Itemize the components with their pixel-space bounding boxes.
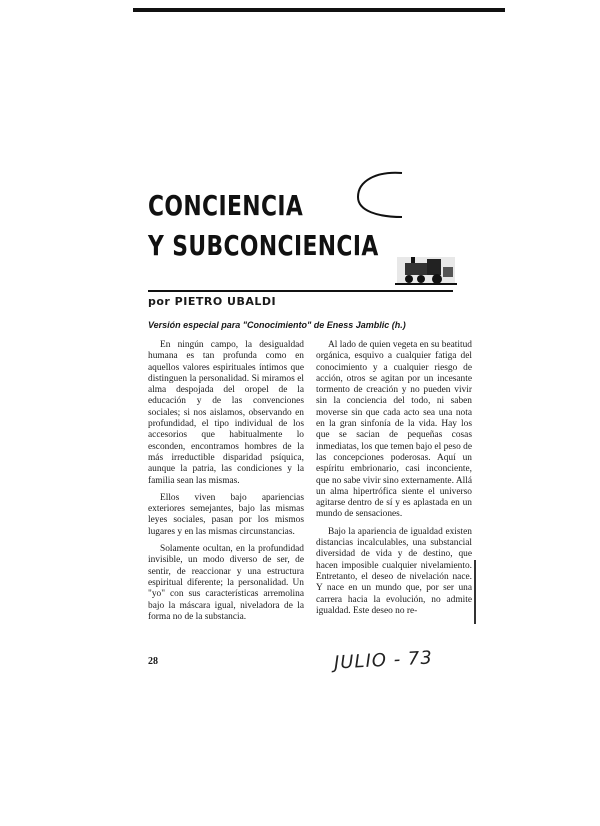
top-rule (133, 8, 505, 12)
handwritten-date-note: JULIO - 73 (333, 647, 434, 674)
margin-annotation-line (474, 560, 476, 624)
translation-credit: Versión especial para "Conocimiento" de Eness Jamblic (h.) (148, 320, 406, 330)
author-line: por PIETRO UBALDI (148, 295, 277, 308)
paragraph: Solamente ocultan, en la profundidad invisible, un modo diverso de ser, de sentir, de reaccionar y una estructura espiritual diferente; la personalidad. Un "yo" con sus características arremolina bajo la máscara igual, niveladora de la forma no de la substancia. (148, 544, 304, 622)
paragraph: Ellos viven bajo apariencias exteriores semejantes, bajo las mismas leyes sociales, pasan por los mismos lugares y en las mismas circunstancias. (148, 492, 304, 537)
title-line-1: CONCIENCIA (148, 189, 304, 222)
title-line-2: Y SUBCONCIENCIA (148, 229, 379, 262)
left-column (148, 340, 304, 629)
byline-rule (148, 290, 453, 292)
decorative-curve-icon (350, 167, 410, 227)
paragraph: Bajo la apariencia de igualdad existen distancias incalculables, una substancial diversidad de vida y de destino, que hacen imposible cualquier nivelamiento. Entretanto, el deseo de nivelación nace. Y nace en un mundo que, por ser una carrera hacia la evolución, no admite igualdad. Este deseo no re- (316, 526, 472, 616)
locomotive-engraving-icon (395, 253, 457, 289)
article-title (148, 186, 379, 266)
paragraph: En ningún campo, la desigualdad humana es tan profunda como en aquellos valores espirituales íntimos que distinguen la personalidad. Si miramos el alma despojada del oropel de la educación y de las convenciones sociales; si nos aislamos, observando en profundidad, el tipo individual de los accesorios que habitualmente lo esconden, encontramos hombres de la más irreductible disparidad psíquica, aunque la patria, las condiciones y la familia sean las mismas. (148, 340, 304, 486)
right-column (316, 340, 472, 623)
page-number: 28 (148, 656, 158, 667)
paragraph: Al lado de quien vegeta en su beatitud orgánica, esquivo a cualquier fatiga del conocimiento y a cualquier riesgo de acción, otros se agitan por un incesante tormento de creación y no pueden vivir sin la conciencia del todo, ni saben moverse sin que cada acto sea una nota en la gran sinfonía de la vida. Hay los que se sacian de pequeñas cosas inmediatas, los que temen bajo el peso de las concepciones poderosas. Aquí un espíritu embrionario, casi inconciente, que no sabe vivir sino externamente. Allá un alma hipertrófica siente el universo agitarse dentro de sí y es aplastada en un mundo de sensaciones. (316, 340, 472, 520)
